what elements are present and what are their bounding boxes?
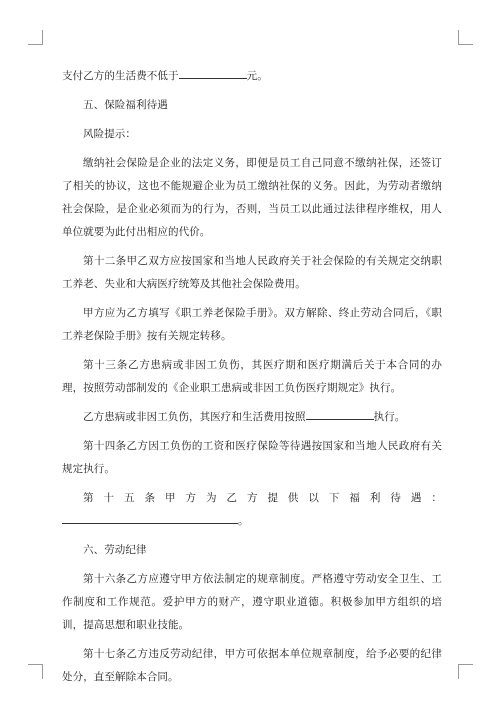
living-expense-prefix: 支付乙方的生活费不低于	[62, 70, 179, 82]
article-14: 第十四条乙方因工负伤的工资和医疗保险等待遇按国家和当地人民政府有关规定执行。	[62, 440, 442, 475]
section-heading-discipline: 六、劳动纪律	[83, 544, 147, 556]
article-16: 第十六条乙方应遵守甲方依法制定的规章制度。严格遵守劳动安全卫生、工作制度和工作规范。爱护甲方的财产，遵守职业道德。积极参加甲方组织的培训，提高思想和职业技能。	[62, 573, 442, 631]
risk-text: 缴纳社会保险是企业的法定义务，即便是员工自己同意不缴纳社保，还签订了相关的协议，这也不能规避企业为员工缴纳社保的义务。因此，为劳动者缴纳社会保险，是企业必须而为的行为，否则，当员工以此通过法律程序维权，用人单位就要为此付出相应的代价。	[62, 157, 442, 238]
article-13: 第十三条乙方患病或非因工负伤，其医疗期和医疗期满后关于本合同的办理，按照劳动部制发的《企业职工患病或非因工负伤医疗期规定》执行。	[62, 359, 442, 394]
medical-expense-line	[62, 406, 442, 429]
page-corner-mark-bottom-right	[458, 664, 473, 679]
article-15-suffix: 。	[238, 515, 249, 527]
welfare-blank[interactable]	[62, 511, 238, 524]
medical-expense-prefix: 乙方患病或非因工负伤，其医疗和生活费用按照	[83, 411, 306, 423]
risk-label: 风险提示：	[83, 128, 136, 140]
article-15-prefix: 第十五条甲方为乙方提供以下福利待遇：	[83, 492, 442, 504]
article-12: 第十二条甲乙双方应按国家和当地人民政府关于社会保险的有关规定交纳职工养老、失业和大病医疗统筹及其他社会保险费用。	[62, 255, 442, 290]
living-expense-blank[interactable]	[179, 66, 247, 79]
medical-expense-suffix: 执行。	[373, 411, 406, 423]
page-corner-mark-top-left	[28, 30, 43, 45]
article-17: 第十七条乙方违反劳动纪律，甲方可依据本单位规章制度，给予必要的纪律处分，直至解除本合同。	[62, 648, 442, 683]
article-15	[62, 487, 442, 533]
living-expense-line	[62, 65, 442, 88]
living-expense-suffix: 元。	[246, 70, 268, 82]
page-corner-mark-bottom-left	[28, 664, 43, 679]
medical-expense-blank[interactable]	[306, 407, 374, 420]
handbook-text: 甲方应为乙方填写《职工养老保险手册》。双方解除、终止劳动合同后，《职工养老保险手册》按有关规定转移。	[62, 307, 442, 342]
document-page	[62, 65, 442, 695]
page-corner-mark-top-right	[458, 30, 473, 45]
section-heading-insurance: 五、保险福利待遇	[83, 99, 168, 111]
